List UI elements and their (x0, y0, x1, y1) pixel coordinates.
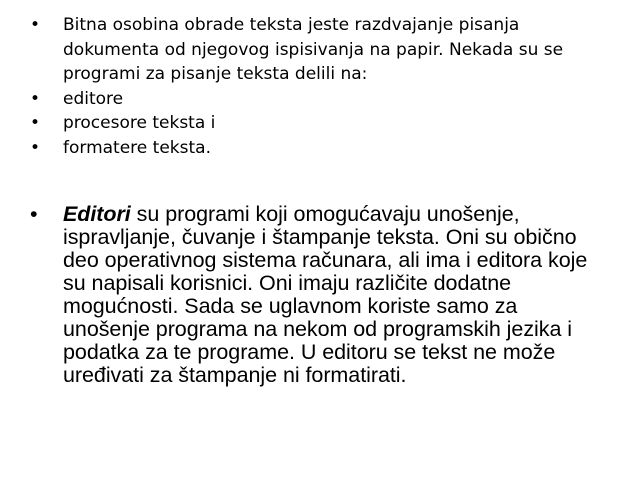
bullet-icon: • (30, 113, 41, 133)
term-editori: Editori (63, 202, 131, 226)
top-bullet-list (30, 13, 610, 160)
list-item (30, 136, 610, 161)
list-item (30, 203, 610, 387)
bullet-icon: • (30, 202, 38, 226)
bullet-icon: • (30, 137, 41, 158)
definition-text: su programi koji omogućavaju unošenje, ispravljanje, čuvanje i štampanje teksta. Oni su obično deo operativnog sistema računara, ali ima i editora koje su napisali korisnici. Oni imaju različite dodatne mogućnosti. Sada se uglavnom koriste samo za unošenje programa na nekom od programskih jezika i podatka za te programe. U editoru se tekst ne može uređivati za štampanje ni formatirati. (63, 202, 588, 387)
bullet-text: editore (63, 88, 124, 109)
list-item (30, 87, 610, 112)
bullet-icon: • (30, 15, 41, 35)
bullet-text: formatere teksta. (63, 137, 211, 158)
list-item (30, 111, 610, 136)
bullet-text: Bitna osobina obrade teksta jeste razdvajanje pisanja dokumenta od njegovog ispisivanja na papir. Nekada su se programi za pisanje teksta delili na: (63, 15, 564, 84)
bottom-bullet-list (30, 203, 610, 387)
bullet-text: procesore teksta i (63, 113, 216, 133)
list-item (30, 13, 610, 87)
bullet-icon: • (30, 88, 41, 109)
